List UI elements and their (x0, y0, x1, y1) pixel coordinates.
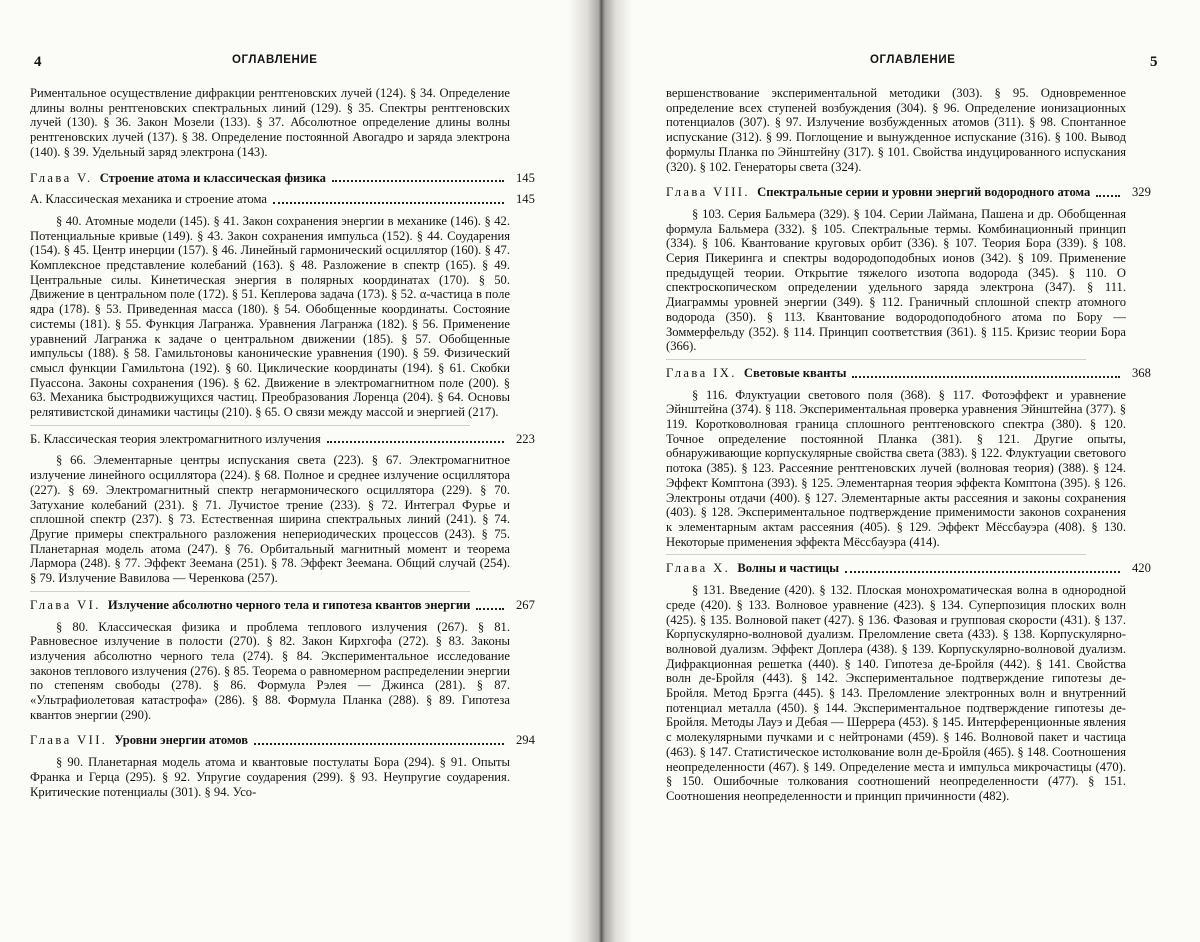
leader-dots (1096, 195, 1120, 197)
chapter-title: Излучение абсолютно черного тела и гипотеза квантов энергии (107, 597, 471, 612)
page-number: 4 (34, 54, 42, 70)
section-page: 145 (516, 192, 535, 207)
section-title: Б. Классическая теория электромагнитного излучения (30, 431, 321, 446)
chapter-title: Световые кванты (743, 365, 847, 380)
divider (666, 554, 1086, 555)
divider (666, 359, 1086, 360)
chapter-contents: § 116. Флуктуации светового поля (368). § 117. Фотоэффект и уравнение Эйнштейна (374). § 118. Экспериментальная проверка уравнения Эйнштейна (377). § 119. Коротковолновая граница сплошного рентгеновского спектра (380). § 120. Точное определение постоянной Планка (381). § 121. Другие опыты, обнаруживающие корпускулярные свойства света (383). § 122. Флуктуации светового потока (385). § 123. Рассеяние рентгеновских лучей (волновая теория) (388). § 124. Эффект Комптона (393). § 125. Элементарная теория эффекта Комптона (395). § 126. Электроны отдачи (400). § 127. Элементарные акты рассеяния и законы сохранения (403). § 128. Экспериментальное подтверждение применимости законов сохранения к элементарным актам рассеяния (405). § 129. Эффект Мёссбауэра (408). § 130. Некоторые применения эффекта Мёссбауэра (414). (666, 387, 1126, 549)
chapter-page: 420 (1132, 561, 1151, 576)
chapter-title: Уровни энергии атомов (114, 733, 249, 748)
toc-body (30, 86, 535, 799)
chapter-heading-vii (30, 733, 535, 748)
chapter-number: Глава IX. (666, 365, 737, 380)
leader-dots (273, 202, 504, 204)
chapter-page: 145 (516, 170, 535, 185)
chapter-number: Глава X. (666, 561, 731, 576)
leader-dots (332, 180, 504, 182)
toc-body (666, 86, 1151, 804)
section-heading-a (30, 192, 535, 207)
toc-continuation-text: Риментальное осуществление дифракции рентгеновских лучей (124). § 34. Определение длины волны рентгеновских спектральных линий (129). § 35. Спектры рентгеновских лучей (130). § 36. Закон Мозели (133). § 37. Абсолютное определение длины волны рентгеновских лучей (137). § 38. Определение постоянной Авогадро и заряда электрона (140). § 39. Удельный заряд электрона (143). (30, 86, 510, 159)
section-contents: § 40. Атомные модели (145). § 41. Закон сохранения энергии в механике (146). § 42. Потенциальные кривые (149). § 43. Закон сохранения импульса (152). § 44. Соударения (154). § 45. Центр инерции (157). § 46. Линейный гармонический осциллятор (160). § 47. Комплексное представление колебаний (163). § 48. Разложение в спектр (165). § 49. Центральные силы. Кинетическая энергия в полярных координатах (170). § 50. Движение в центральном поле (172). § 51. Кеплерова задача (173). § 52. α-частица в поле ядра (178). § 53. Приведенная масса (180). § 54. Обобщенные координаты. Состояние системы (181). § 55. Функция Лагранжа. Уравнения Лагранжа (182). § 56. Применение уравнений Лагранжа к задаче о центральном движении (185). § 57. Обобщенные импульсы (188). § 58. Гамильтоновы канонические уравнения (190). § 59. Физический смысл функции Гамильтона (192). § 60. Циклические координаты (194). § 61. Скобки Пуассона. Законы сохранения (196). § 62. Движение в электромагнитном поле (200). § 63. Механика быстродвижущихся частиц. Преобразования Лоренца (204). § 64. Основы релятивистской динамики частицы (210). § 65. О связи между массой и энергией (217). (30, 213, 510, 420)
leader-dots (476, 608, 504, 610)
leader-dots (254, 743, 504, 745)
chapter-contents: § 131. Введение (420). § 132. Плоская монохроматическая волна в однородной среде (420). § 133. Волновое уравнение (423). § 134. Суперпозиция плоских волн (425). § 135. Волновой пакет (427). § 136. Фазовая и групповая скорости (431). § 137. Корпускулярно-волновой дуализм. Преломление света (433). § 138. Корпускулярно-волновой дуализм. Эффект Доплера (438). § 139. Корпускулярно-волновой дуализм. Дифракционная решетка (440). § 140. Гипотеза де-Бройля (442). § 141. Свойства волн де-Бройля (443). § 142. Экспериментальное подтверждение гипотезы де-Бройля. Метод Брэгга (445). § 143. Преломление электронных волн и внутренний потенциал металла (450). § 144. Экспериментальное подтверждение гипотезы де-Бройля. Методы Лауэ и Дебая — Шеррера (453). § 145. Интерференционные явления с молекулярными пучками и с нейтронами (459). § 146. Волновой пакет и частица (463). § 147. Статистическое истолкование волн де-Бройля (465). § 148. Соотношения неопределенности (467). § 149. Определение места и импульса микрочастицы (470). § 150. Ошибочные толкования соотношений неопределенности (477). § 151. Соотношения неопределенности и принцип причинности (482). (666, 583, 1126, 803)
chapter-contents: § 80. Классическая физика и проблема теплового излучения (267). § 81. Равновесное излучение в полости (270). § 82. Закон Кирхгофа (272). § 83. Законы излучения абсолютно черного тела (274). § 84. Экспериментальное исследование законов теплового излучения (276). § 85. Теорема о равномерном распределении энергии по степеням свободы (278). § 86. Формула Рэлея — Джинса (281). § 87. «Ультрафиолетовая катастрофа» (286). § 88. Формула Планка (288). § 89. Гипотеза квантов энергии (290). (30, 619, 510, 722)
leader-dots (327, 441, 504, 443)
divider (30, 591, 470, 592)
chapter-title: Спектральные серии и уровни энергий водородного атома (757, 185, 1091, 200)
chapter-number: Глава VII. (30, 733, 108, 748)
chapter-number: Глава VI. (30, 597, 101, 612)
right-page (630, 0, 1200, 942)
section-title: А. Классическая механика и строение атома (30, 192, 267, 207)
left-page (0, 0, 570, 942)
section-page: 223 (516, 431, 535, 446)
divider (30, 425, 470, 426)
section-heading-b (30, 431, 535, 447)
chapter-heading-vi (30, 597, 535, 613)
leader-dots (845, 571, 1120, 573)
chapter-heading-x (666, 561, 1151, 576)
chapter-title: Строение атома и классическая физика (99, 170, 326, 185)
chapter-heading-v (30, 170, 535, 186)
chapter-heading-ix (666, 365, 1151, 381)
chapter-number: Глава V. (30, 170, 93, 185)
book-gutter (568, 0, 632, 942)
running-head: ОГЛАВЛЕНИЕ (232, 54, 318, 66)
toc-continuation-text: вершенствование экспериментальной методики (303). § 95. Одновременное определение всех ступеней возбуждения (304). § 96. Определение ионизационных потенциалов (307). § 97. Излучение возбужденных атомов (311). § 98. Спонтанное испускание (312). § 99. Поглощение и вынужденное испускание (316). § 100. Вывод формулы Планка по Эйнштейну (317). § 101. Свойства индуцированного испускания (320). § 102. Генераторы света (324). (666, 86, 1126, 174)
running-head: ОГЛАВЛЕНИЕ (870, 54, 956, 66)
chapter-number: Глава VIII. (666, 185, 750, 200)
chapter-contents: § 90. Планетарная модель атома и квантовые постулаты Бора (294). § 91. Опыты Франка и Герца (295). § 92. Упругие соударения (299). § 93. Неупругие соударения. Критические потенциалы (301). § 94. Усо- (30, 755, 510, 799)
chapter-page: 294 (516, 733, 535, 748)
chapter-heading-viii (666, 185, 1151, 200)
chapter-title: Волны и частицы (737, 561, 840, 576)
section-contents: § 66. Элементарные центры испускания света (223). § 67. Электромагнитное излучение линейного осциллятора (224). § 68. Полное и среднее излучение осциллятора (227). § 69. Электромагнитный спектр негармонического осциллятора (229). § 70. Затухание колебаний (231). § 71. Лучистое трение (233). § 72. Интеграл Фурье и сплошной спектр (237). § 73. Естественная ширина спектральных линий (241). § 74. Другие примеры спектрального разложения непериодических процессов (243). § 75. Планетарная модель атома (247). § 76. Орбитальный магнитный момент и теорема Лармора (248). § 77. Эффект Зеемана (251). § 78. Эффект Зеемана. Общий случай (254). § 79. Излучение Вавилова — Черенкова (257). (30, 453, 510, 586)
chapter-page: 368 (1132, 365, 1151, 380)
page-number: 5 (1150, 54, 1158, 70)
leader-dots (852, 376, 1120, 378)
chapter-page: 329 (1132, 185, 1151, 200)
chapter-contents: § 103. Серия Бальмера (329). § 104. Серии Лаймана, Пашена и др. Обобщенная формула Бальмера (332). § 105. Спектральные термы. Комбинационный принцип (334). § 106. Квантование круговых орбит (336). § 107. Теория Бора (339). § 108. Серия Пикеринга и спектры водородоподобных ионов (342). § 109. Применение предыдущей теории. Открытие тяжелого изотопа водорода (345). § 110. О спектроскопическом определении удельного заряда электрона (347). § 111. Диаграммы уровней энергии (349). § 112. Граничный сплошной спектр атомного водорода (350). § 113. Квантование водородоподобного атома по Бору — Зоммерфельду (352). § 114. Принцип соответствия (361). § 115. Кризис теории Бора (366). (666, 206, 1126, 354)
chapter-page: 267 (516, 597, 535, 612)
